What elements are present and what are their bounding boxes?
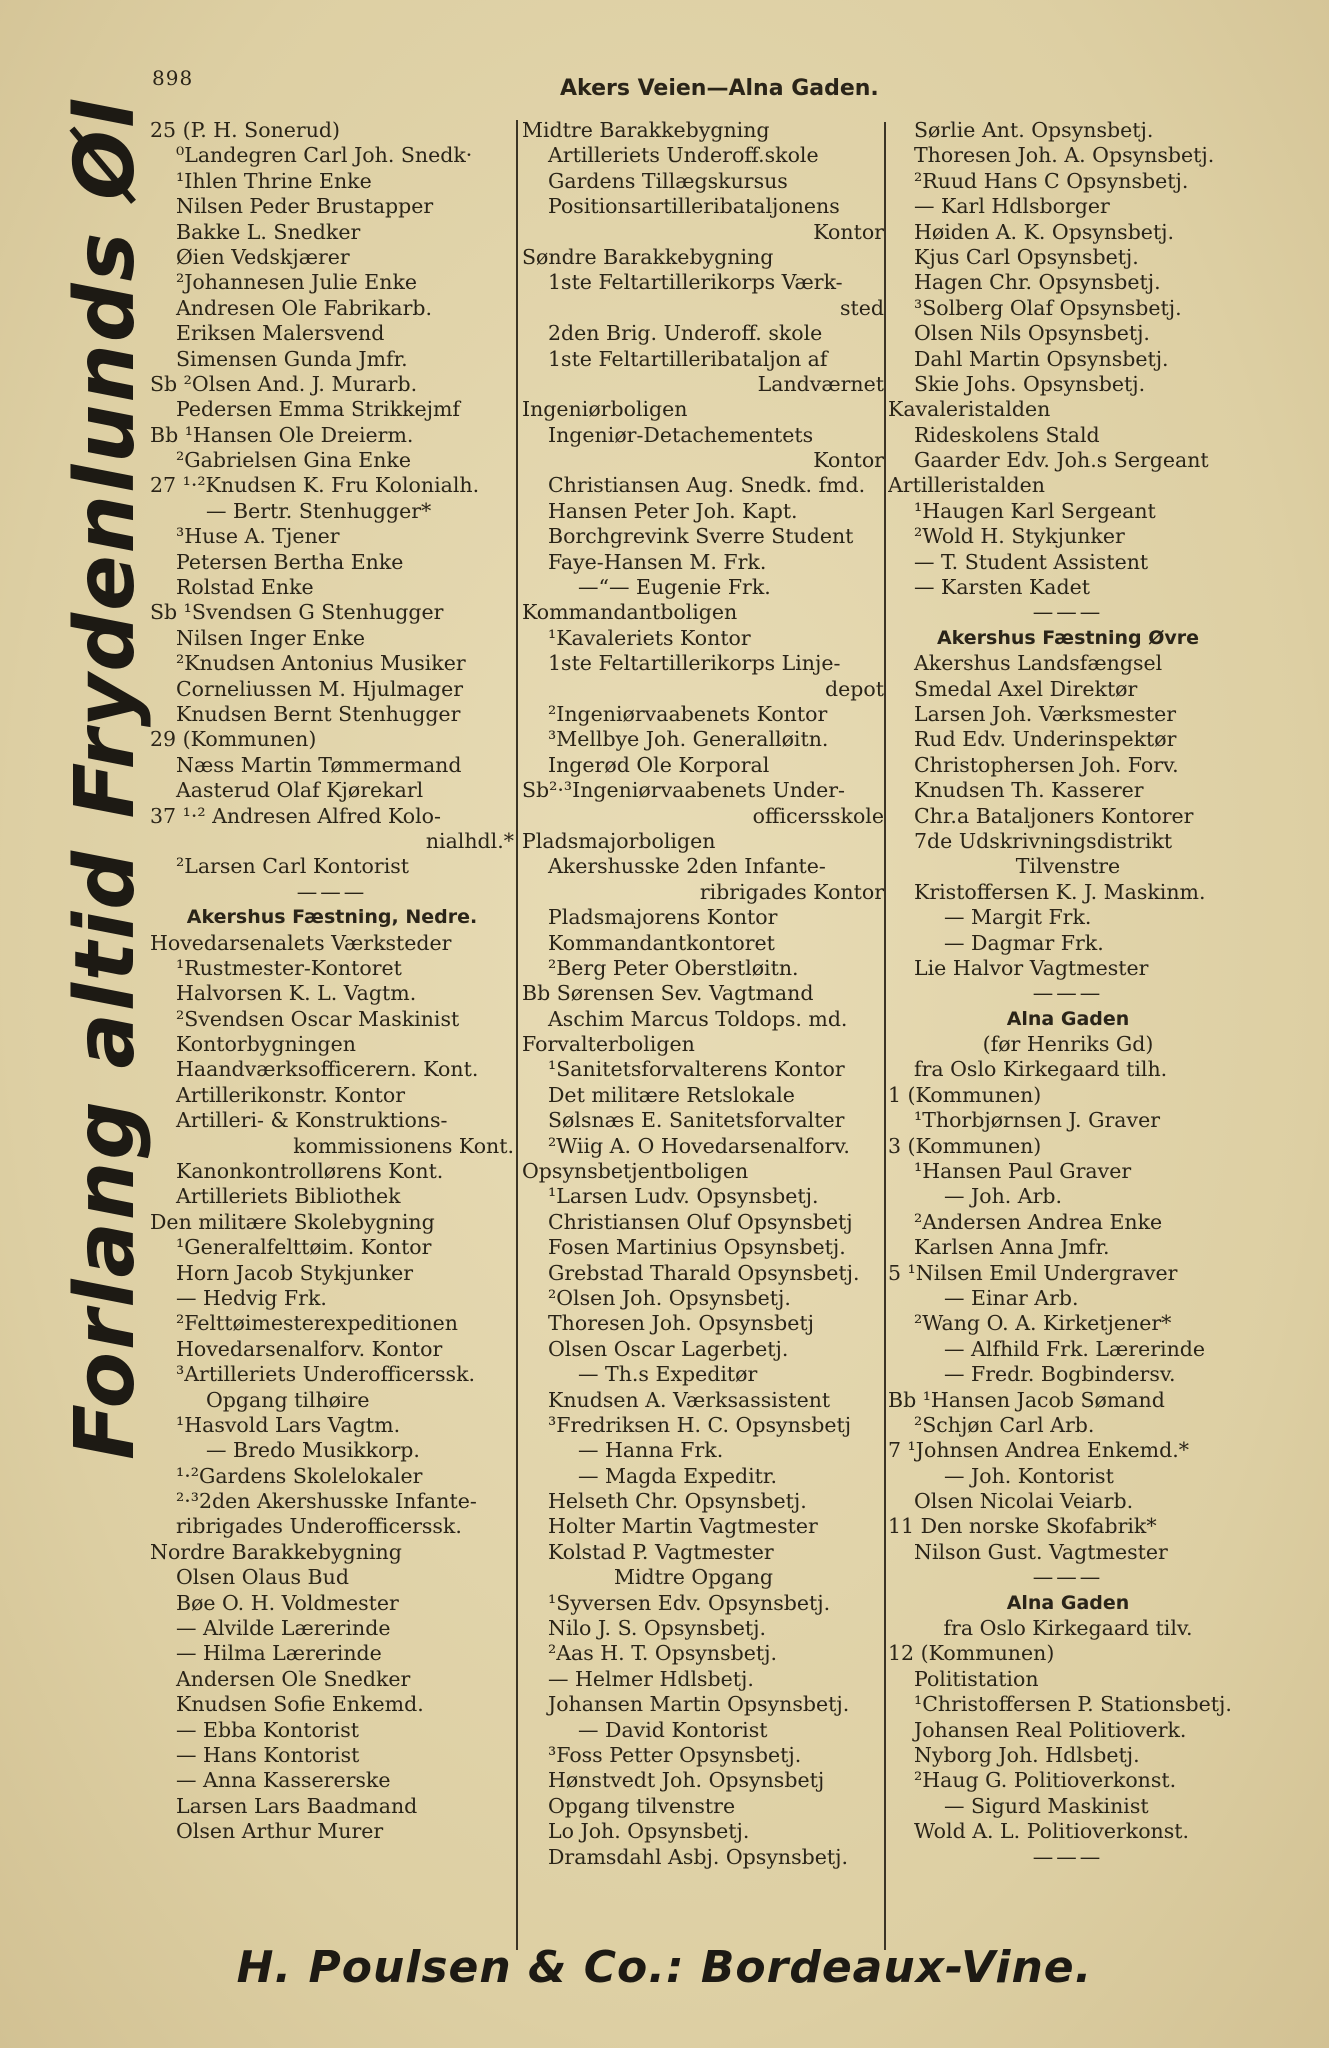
directory-entry: Kontorbygningen [176,1032,356,1057]
directory-entry: Sb ¹Svendsen G Stenhugger [150,600,444,625]
directory-entry: Kanonkontrollørens Kont. [176,1159,444,1184]
directory-entry: officersskole [752,803,884,828]
directory-entry: — Einar Arb. [944,1285,1079,1310]
directory-entry: Smedal Axel Direktør [914,676,1138,701]
directory-entry: Larsen Lars Baadmand [176,1793,418,1818]
directory-entry: fra Oslo Kirkegaard tilh. [914,1057,1168,1082]
directory-entry: — Magda Expeditr. [578,1463,777,1488]
directory-entry: ribrigades Kontor [699,879,884,904]
directory-entry: kommissionens Kont. [293,1133,514,1158]
directory-entry: — T. Student Assistent [914,549,1149,574]
section-heading: Alna Gaden [1006,1007,1130,1030]
directory-entry: Larsen Joh. Værksmester [914,701,1176,726]
directory-entry: Artilleristalden [888,473,1045,498]
directory-entry: Olsen Oscar Lagerbetj. [548,1336,789,1361]
directory-entry: Opsynsbetjentboligen [522,1159,749,1184]
directory-entry: Artilleri- & Konstruktions- [176,1108,448,1133]
directory-entry: ²Wold H. Stykjunker [914,524,1125,549]
directory-entry: ¹Hasvold Lars Vagtm. [176,1412,401,1437]
directory-entry: ²Johannesen Julie Enke [176,270,418,295]
directory-entry: Eriksen Malersvend [176,321,385,346]
directory-entry: Kolstad P. Vagtmester [548,1539,774,1564]
directory-entry: — Hilma Lærerinde [176,1641,382,1666]
directory-column-2 [522,118,884,1870]
directory-entry: Politistation [914,1666,1039,1691]
directory-entry: Kristoffersen K. J. Maskinm. [914,879,1206,904]
directory-column-3 [888,118,1248,1870]
directory-entry: ——— [1032,600,1104,625]
directory-entry: ²Ingeniørvaabenets Kontor [548,701,828,726]
directory-entry: Karlsen Anna Jmfr. [914,1235,1110,1260]
directory-entry: Chr.a Bataljoners Kontorer [914,803,1194,828]
directory-entry: Andresen Ole Fabrikarb. [176,295,433,320]
directory-entry: — David Kontorist [578,1717,768,1742]
directory-entry: Ingeniørboligen [522,397,688,422]
directory-entry: Landværnet [757,371,884,396]
directory-entry: Kontor [813,448,884,473]
directory-entry: — Dagmar Frk. [944,930,1104,955]
directory-entry: ¹Christoffersen P. Stationsbetj. [914,1692,1232,1717]
directory-entry: Pladsmajorboligen [522,828,716,853]
directory-entry: Akershusske 2den Infante- [548,854,826,879]
directory-entry: Dramsdahl Asbj. Opsynsbetj. [548,1844,848,1869]
directory-entry: Bakke L. Snedker [176,219,361,244]
directory-entry: Bb Sørensen Sev. Vagtmand [522,981,814,1006]
directory-entry: — Karsten Kadet [914,575,1090,600]
side-advertisement [50,98,160,1460]
directory-entry: ²Felttøimesterexpeditionen [176,1311,458,1336]
directory-entry: Hovedarsenalforv. Kontor [176,1336,443,1361]
directory-entry: ¹Generalfelttøim. Kontor [176,1235,432,1260]
directory-entry: Sb ²Olsen And. J. Murarb. [150,371,418,396]
directory-entry: Hansen Peter Joh. Kapt. [548,498,798,523]
directory-entry: — Alfhild Frk. Lærerinde [944,1336,1206,1361]
directory-entry: Midtre Barakkebygning [522,118,770,142]
directory-entry: ²·³2den Akershusske Infante- [176,1489,477,1514]
directory-entry: ²Olsen Joh. Opsynsbetj. [548,1285,791,1310]
directory-entry: Thoresen Joh. A. Opsynsbetj. [914,143,1215,168]
directory-entry: ⁰Landegren Carl Joh. Snedk· [176,143,473,168]
directory-entry: Forvalterboligen [522,1032,695,1057]
directory-entry: 2den Brig. Underoff. skole [548,321,823,346]
directory-entry: Hovedarsenalets Værksteder [150,930,452,955]
directory-entry: — Margit Frk. [944,905,1092,930]
directory-entry: Thoresen Joh. Opsynsbetj [548,1311,814,1336]
directory-entry: Midtre Opgang [614,1565,773,1590]
directory-entry: Fosen Martinius Opsynsbetj. [548,1235,846,1260]
directory-entry: fra Oslo Kirkegaard tilv. [943,1616,1193,1641]
directory-entry: Aasterud Olaf Kjørekarl [176,778,424,803]
directory-entry: — Ebba Kontorist [176,1717,359,1742]
directory-entry: Johansen Real Politioverk. [914,1717,1187,1742]
page-number: 898 [152,66,194,90]
directory-entry: Det militære Retslokale [548,1082,795,1107]
directory-entry: — Helmer Hdlsbetj. [548,1666,754,1691]
directory-entry: ³Solberg Olaf Opsynsbetj. [914,295,1182,320]
directory-entry: Knudsen Bernt Stenhugger [176,701,461,726]
directory-entry: — Bertr. Stenhugger* [206,498,432,523]
directory-entry: Søndre Barakkebygning [522,244,774,269]
directory-entry: Knudsen Sofie Enkemd. [176,1692,424,1717]
directory-entry: ¹Syversen Edv. Opsynsbetj. [548,1590,831,1615]
directory-entry: ¹Hansen Paul Graver [914,1159,1132,1184]
directory-entry: Johansen Martin Opsynsbetj. [548,1692,850,1717]
directory-entry: Wold A. L. Politioverkonst. [914,1819,1190,1844]
directory-entry: Holter Martin Vagtmester [548,1514,818,1539]
directory-entry: ³Artilleriets Underofficerssk. [176,1362,476,1387]
directory-entry: — Hans Kontorist [176,1743,360,1767]
directory-entry: Bøe O. H. Voldmester [176,1590,399,1615]
directory-entry: 1 (Kommunen) [888,1082,1042,1107]
directory-entry: — Hedvig Frk. [176,1285,327,1310]
directory-entry: 7 ¹Johnsen Andrea Enkemd.* [888,1438,1189,1463]
section-heading: Akershus Fæstning, Nedre. [186,906,478,929]
directory-entry: ³Foss Petter Opsynsbetj. [548,1743,802,1767]
directory-entry: ²Berg Peter Oberstløitn. [548,955,799,980]
directory-entry: Corneliussen M. Hjulmager [176,676,464,701]
directory-entry: 7de Udskrivningsdistrikt [914,828,1173,853]
directory-entry: Artilleriets Bibliothek [176,1184,401,1209]
directory-entry: ²Larsen Carl Kontorist [176,854,410,879]
directory-entry: — Anna Kassererske [176,1768,391,1793]
directory-entry: ²Svendsen Oscar Maskinist [176,1006,460,1031]
directory-entry: (før Henriks Gd) [982,1032,1154,1057]
directory-entry: 12 (Kommunen) [888,1641,1055,1666]
directory-entry: Den militære Skolebygning [150,1209,435,1234]
directory-entry: 11 Den norske Skofabrik* [888,1514,1157,1539]
directory-entry: — Karl Hdlsborger [914,194,1110,219]
directory-entry: Lie Halvor Vagtmester [914,955,1149,980]
directory-entry: Hønstvedt Joh. Opsynsbetj [548,1768,825,1793]
directory-entry: Christiansen Aug. Snedk. fmd. [548,473,866,498]
directory-entry: Knudsen A. Værksassistent [548,1387,831,1412]
directory-entry: sted [839,295,884,320]
directory-entry: Aschim Marcus Toldops. md. [548,1006,848,1031]
directory-entry: ¹·²Gardens Skolelokaler [176,1463,423,1488]
directory-entry: ³Mellbye Joh. Generalløitn. [548,727,829,752]
directory-entry: Knudsen Th. Kasserer [914,778,1144,803]
directory-entry: 3 (Kommunen) [888,1133,1042,1158]
directory-entry: ²Wang O. A. Kirketjener* [914,1311,1172,1336]
directory-entry: 29 (Kommunen) [150,727,317,752]
directory-entry: ²Knudsen Antonius Musiker [176,651,466,676]
directory-entry: Nilo J. S. Opsynsbetj. [548,1616,767,1641]
directory-entry: Dahl Martin Opsynsbetj. [914,346,1169,371]
directory-entry: Rideskolens Stald [914,422,1100,447]
directory-entry: Nyborg Joh. Hdlsbetj. [914,1743,1140,1767]
directory-entry: depot [825,676,884,701]
directory-entry: Lo Joh. Opsynsbetj. [548,1819,750,1844]
directory-entry: ——— [1032,1844,1104,1869]
directory-entry: Skie Johs. Opsynsbetj. [914,371,1146,396]
directory-entry: Olsen Olaus Bud [176,1565,349,1590]
directory-entry: 1ste Feltartilleribataljon af [548,346,828,371]
directory-entry: ³Huse A. Tjener [176,524,340,549]
directory-entry: Bb ¹Hansen Ole Dreierm. [150,422,414,447]
directory-entry: Sørlie Ant. Opsynsbetj. [914,118,1154,142]
directory-entry: Rud Edv. Underinspektør [914,727,1177,752]
directory-entry: nialhdl.* [425,828,514,853]
directory-entry: Opgang tilvenstre [548,1793,736,1818]
directory-entry: ¹Rustmester-Kontoret [176,955,402,980]
directory-entry: ¹Thorbjørnsen J. Graver [914,1108,1160,1133]
directory-entry: Sølsnæs E. Sanitetsforvalter [548,1108,845,1133]
directory-entry: Hagen Chr. Opsynsbetj. [914,270,1161,295]
directory-entry: Pladsmajorens Kontor [548,905,778,930]
directory-entry: ²Wiig A. O Hovedarsenalforv. [548,1133,850,1158]
directory-entry: — Sigurd Maskinist [944,1793,1149,1818]
directory-entry: Christophersen Joh. Forv. [914,752,1179,777]
directory-entry: Nordre Barakkebygning [150,1539,402,1564]
directory-entry: Tilvenstre [1015,854,1121,879]
directory-entry: Rolstad Enke [176,575,314,600]
directory-column-1 [150,118,514,1845]
directory-entry: Kommandantkontoret [548,930,775,955]
directory-entry: —“— Eugenie Frk. [578,575,771,600]
directory-entry: ¹Larsen Ludv. Opsynsbetj. [548,1184,819,1209]
directory-entry: Høiden A. K. Opsynsbetj. [914,219,1175,244]
directory-entry: Øien Vedskjærer [176,244,350,269]
directory-entry: Nilsen Peder Brustapper [176,194,434,219]
directory-entry: Petersen Bertha Enke [176,549,404,574]
directory-entry: Olsen Nils Opsynsbetj. [914,321,1150,346]
directory-entry: Olsen Arthur Murer [176,1819,384,1844]
directory-entry: — Joh. Kontorist [944,1463,1114,1488]
side-advertisement-text: Forlang altid Frydenlunds Øl [57,98,153,1460]
directory-entry: ²Aas H. T. Opsynsbetj. [548,1641,778,1666]
directory-entry: Gaarder Edv. Joh.s Sergeant [914,448,1209,473]
directory-entry: Akershus Landsfængsel [914,651,1163,676]
directory-entry: Andersen Ole Snedker [176,1666,411,1691]
directory-entry: Haandværksofficerern. Kont. [176,1057,479,1082]
column-divider [516,120,518,1950]
directory-entry: Olsen Nicolai Veiarb. [914,1489,1134,1514]
directory-entry: Næss Martin Tømmermand [176,752,462,777]
directory-entry: — Alvilde Lærerinde [176,1616,391,1641]
directory-entry: ——— [1032,981,1104,1006]
directory-entry: 1ste Feltartillerikorps Værk- [548,270,843,295]
directory-entry: ²Ruud Hans C Opsynsbetj. [914,168,1189,193]
directory-entry: Kommandantboligen [522,600,738,625]
directory-entry: ¹Ihlen Thrine Enke [176,168,372,193]
directory-entry: ³Fredriksen H. C. Opsynsbetj [548,1412,852,1437]
directory-entry: ——— [1032,1565,1104,1590]
directory-entry: Faye-Hansen M. Frk. [548,549,767,574]
footer-advertisement: H. Poulsen & Co.: Bordeaux-Vine. [236,1942,1093,1993]
directory-entry: Positionsartilleribataljonens [548,194,840,219]
running-header: Akers Veien—Alna Gaden. [560,76,879,101]
directory-entry: 1ste Feltartillerikorps Linje- [548,651,841,676]
directory-entry: Artilleriets Underoff.skole [548,143,819,168]
section-heading: Alna Gaden [1006,1591,1130,1614]
directory-entry: — Hanna Frk. [578,1438,724,1463]
directory-entry: Halvorsen K. L. Vagtm. [176,981,417,1006]
directory-entry: ¹Sanitetsforvalterens Kontor [548,1057,845,1082]
section-heading: Akershus Fæstning Øvre [936,626,1200,649]
directory-entry: Grebstad Tharald Opsynsbetj. [548,1260,860,1285]
directory-entry: ribrigades Underofficerssk. [176,1514,462,1539]
directory-entry: Sb²·³Ingeniørvaabenets Under- [522,778,845,803]
directory-entry: Simensen Gunda Jmfr. [176,346,408,371]
directory-entry: Horn Jacob Stykjunker [176,1260,414,1285]
directory-entry: Ingeniør-Detachementets [548,422,814,447]
directory-entry: ²Schjøn Carl Arb. [914,1412,1095,1437]
directory-entry: Kjus Carl Opsynsbetj. [914,244,1139,269]
directory-entry: Kontor [813,219,884,244]
directory-entry: ¹Haugen Karl Sergeant [914,498,1156,523]
directory-entry: Gardens Tillægskursus [548,168,788,193]
directory-entry: Kavaleristalden [888,397,1051,422]
column-divider [884,122,886,1950]
directory-entry: ——— [296,879,368,904]
directory-entry: Nilson Gust. Vagtmester [914,1539,1168,1564]
directory-entry: Pedersen Emma Strikkejmf [176,397,461,422]
directory-entry: — Bredo Musikkorp. [206,1438,420,1463]
directory-entry: Nilsen Inger Enke [176,625,366,650]
directory-entry: Bb ¹Hansen Jacob Sømand [888,1387,1165,1412]
directory-entry: Ingerød Ole Korporal [548,752,770,777]
directory-entry: — Joh. Arb. [944,1184,1063,1209]
directory-entry: 25 (P. H. Sonerud) [150,118,341,142]
directory-entry: Artillerikonstr. Kontor [176,1082,405,1107]
directory-entry: 27 ¹·²Knudsen K. Fru Kolonialh. [150,473,480,498]
directory-entry: 37 ¹·² Andresen Alfred Kolo- [150,803,441,828]
directory-entry: Helseth Chr. Opsynsbetj. [548,1489,807,1514]
directory-entry: Christiansen Oluf Opsynsbetj [548,1209,853,1234]
directory-entry: ²Gabrielsen Gina Enke [176,448,411,473]
directory-entry: — Fredr. Bogbindersv. [944,1362,1176,1387]
directory-entry: ¹Kavaleriets Kontor [548,625,751,650]
directory-entry: Opgang tilhøire [206,1387,370,1412]
directory-entry: — Th.s Expeditør [578,1362,758,1387]
directory-entry: Borchgrevink Sverre Student [548,524,854,549]
directory-entry: 5 ¹Nilsen Emil Undergraver [888,1260,1178,1285]
directory-entry: ²Haug G. Politioverkonst. [914,1768,1177,1793]
directory-entry: ²Andersen Andrea Enke [914,1209,1163,1234]
